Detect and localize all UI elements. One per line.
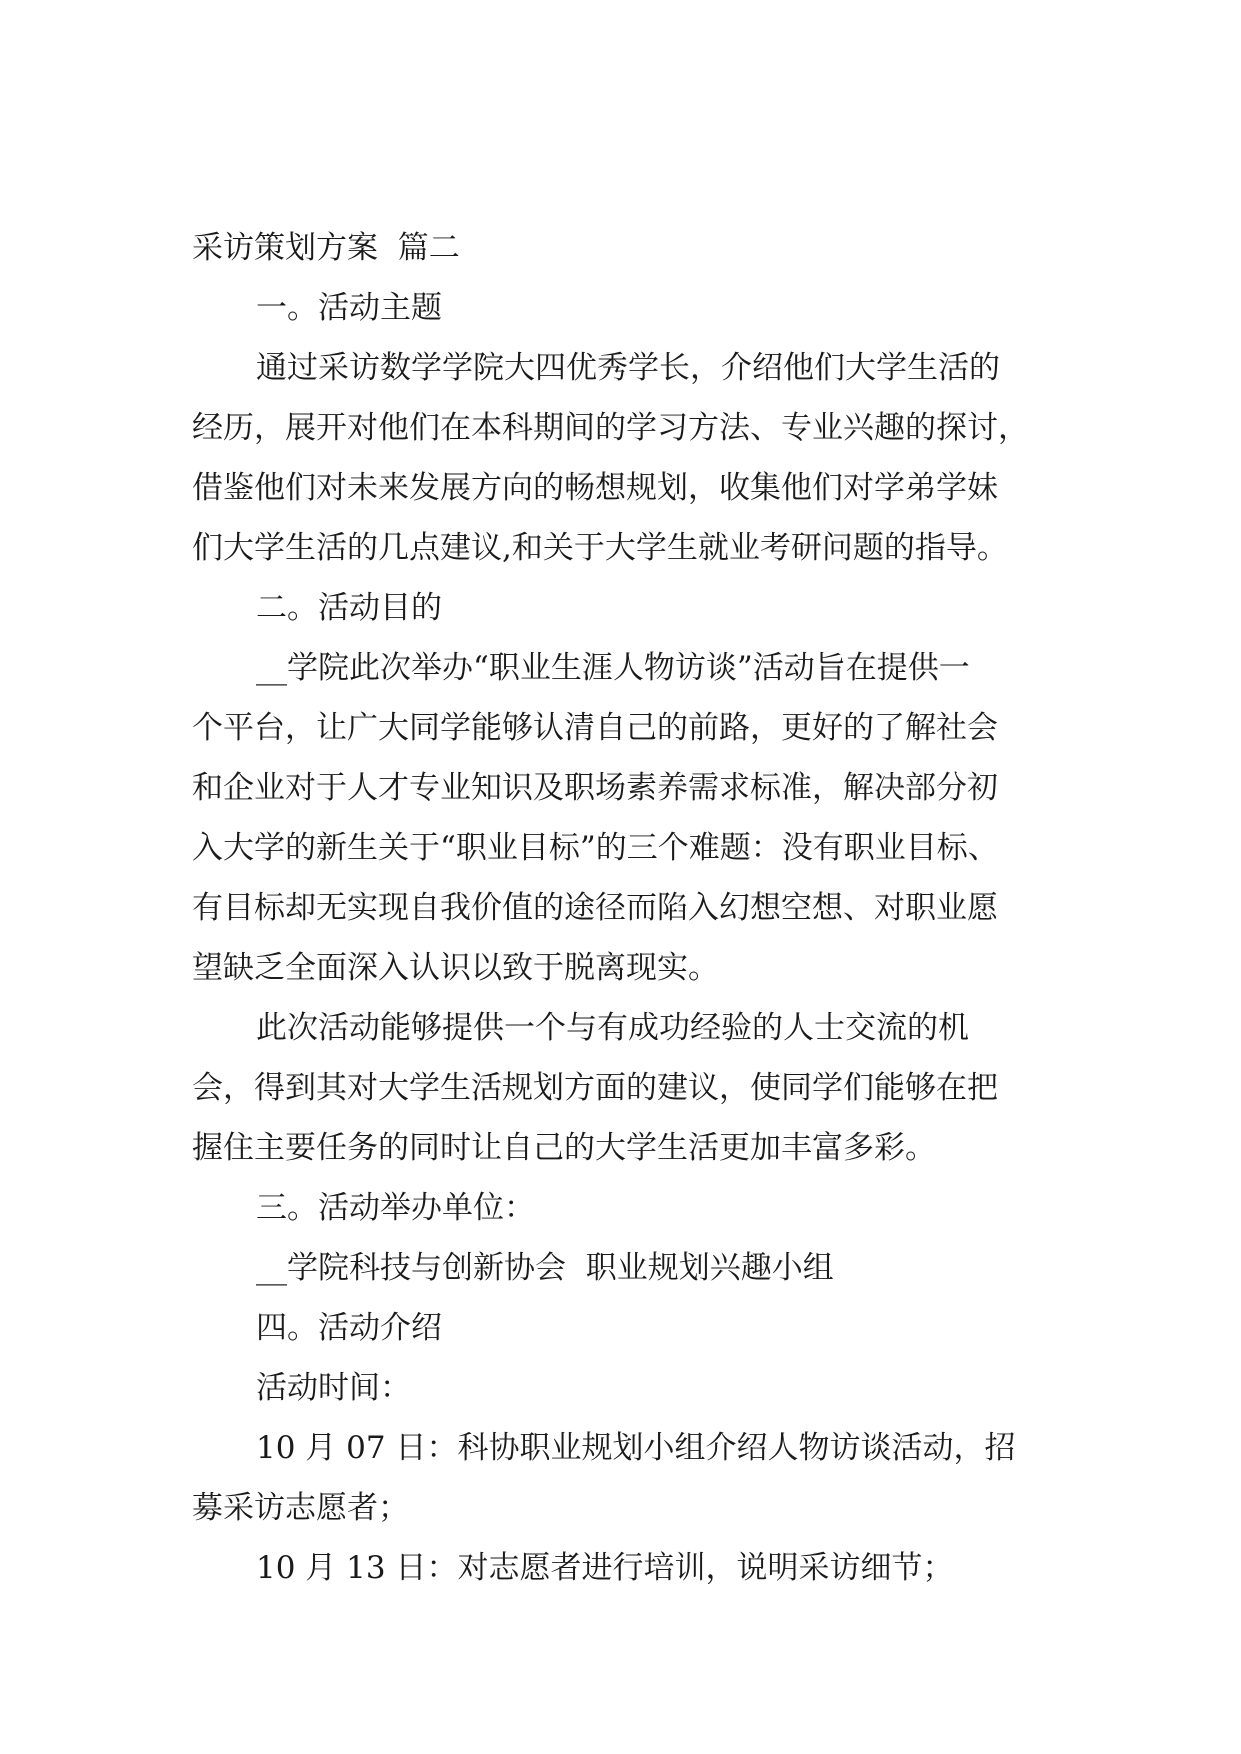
paragraph-line: 有目标却无实现自我价值的途径而陷入幻想空想、对职业愿 bbox=[192, 890, 998, 926]
paragraph-line: 此次活动能够提供一个与有成功经验的人士交流的机 bbox=[256, 1010, 969, 1046]
organizer-line: __学院科技与创新协会 职业规划兴趣小组 bbox=[256, 1250, 834, 1286]
schedule-item-continued: 募采访志愿者； bbox=[192, 1490, 409, 1526]
paragraph-line: 和企业对于人才专业知识及职场素养需求标准，解决部分初 bbox=[192, 770, 998, 806]
section-heading-3: 三。活动举办单位： bbox=[256, 1190, 535, 1226]
paragraph-line: 入大学的新生关于“职业目标”的三个难题：没有职业目标、 bbox=[192, 830, 999, 866]
section-heading-1: 一。活动主题 bbox=[256, 290, 442, 326]
paragraph-line: 会，得到其对大学生活规划方面的建议，使同学们能够在把 bbox=[192, 1070, 998, 1106]
paragraph-line: 个平台，让广大同学能够认清自己的前路，更好的了解社会 bbox=[192, 710, 998, 746]
paragraph-line: 通过采访数学学院大四优秀学长，介绍他们大学生活的 bbox=[256, 350, 1000, 386]
section-heading-2: 二。活动目的 bbox=[256, 590, 442, 626]
paragraph-line: 握住主要任务的同时让自己的大学生活更加丰富多彩。 bbox=[192, 1130, 936, 1166]
paragraph-line: 经历，展开对他们在本科期间的学习方法、专业兴趣的探讨， bbox=[192, 410, 1029, 446]
schedule-item: 10 月 13 日：对志愿者进行培训，说明采访细节； bbox=[256, 1550, 954, 1586]
paragraph-line: 望缺乏全面深入认识以致于脱离现实。 bbox=[192, 950, 719, 986]
paragraph-line: 们大学生活的几点建议,和关于大学生就业考研问题的指导。 bbox=[192, 530, 1008, 566]
schedule-item: 10 月 07 日：科协职业规划小组介绍人物访谈活动，招 bbox=[256, 1430, 1016, 1466]
activity-time-label: 活动时间： bbox=[256, 1370, 411, 1406]
paragraph-line: __学院此次举办“职业生涯人物访谈”活动旨在提供一 bbox=[256, 650, 970, 686]
document-title: 采访策划方案 篇二 bbox=[192, 230, 460, 266]
section-heading-4: 四。活动介绍 bbox=[256, 1310, 442, 1346]
paragraph-line: 借鉴他们对未来发展方向的畅想规划，收集他们对学弟学妹 bbox=[192, 470, 998, 506]
